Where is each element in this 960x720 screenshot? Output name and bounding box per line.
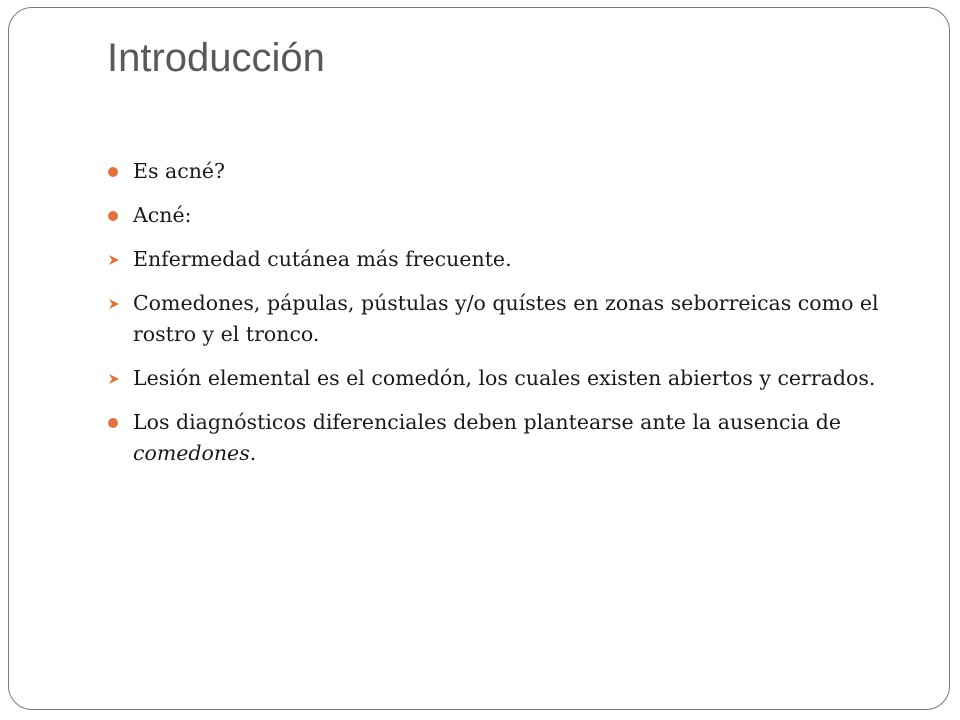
bullet-text: Enfermedad cutánea más frecuente. <box>133 247 512 271</box>
slide-title: Introducción <box>107 36 325 80</box>
bullet-text: Lesión elemental es el comedón, los cuales existen abiertos y cerrados. <box>133 366 876 390</box>
arrow-bullet-icon <box>108 254 120 266</box>
bullet-item-es-acne <box>106 156 906 187</box>
bullet-text-tail: . <box>249 441 257 465</box>
bullet-item-enfermedad <box>106 244 906 275</box>
bullet-item-comedones <box>106 288 906 350</box>
round-bullet-icon <box>108 211 118 221</box>
bullet-list <box>106 156 906 482</box>
arrow-bullet-icon <box>108 373 120 385</box>
round-bullet-icon <box>108 167 118 177</box>
bullet-text-italic: comedones <box>133 441 250 465</box>
bullet-item-diagnosticos <box>106 407 906 469</box>
bullet-item-lesion <box>106 363 906 394</box>
bullet-text: Es acné? <box>133 159 226 183</box>
bullet-item-acne <box>106 200 906 231</box>
arrow-bullet-icon <box>108 298 120 310</box>
bullet-text: Los diagnósticos diferenciales deben plantearse ante la ausencia de <box>133 410 842 434</box>
round-bullet-icon <box>108 418 118 428</box>
bullet-text: Comedones, pápulas, pústulas y/o quístes en zonas seborreicas como el rostro y el tronco. <box>133 291 879 346</box>
bullet-text: Acné: <box>133 203 192 227</box>
